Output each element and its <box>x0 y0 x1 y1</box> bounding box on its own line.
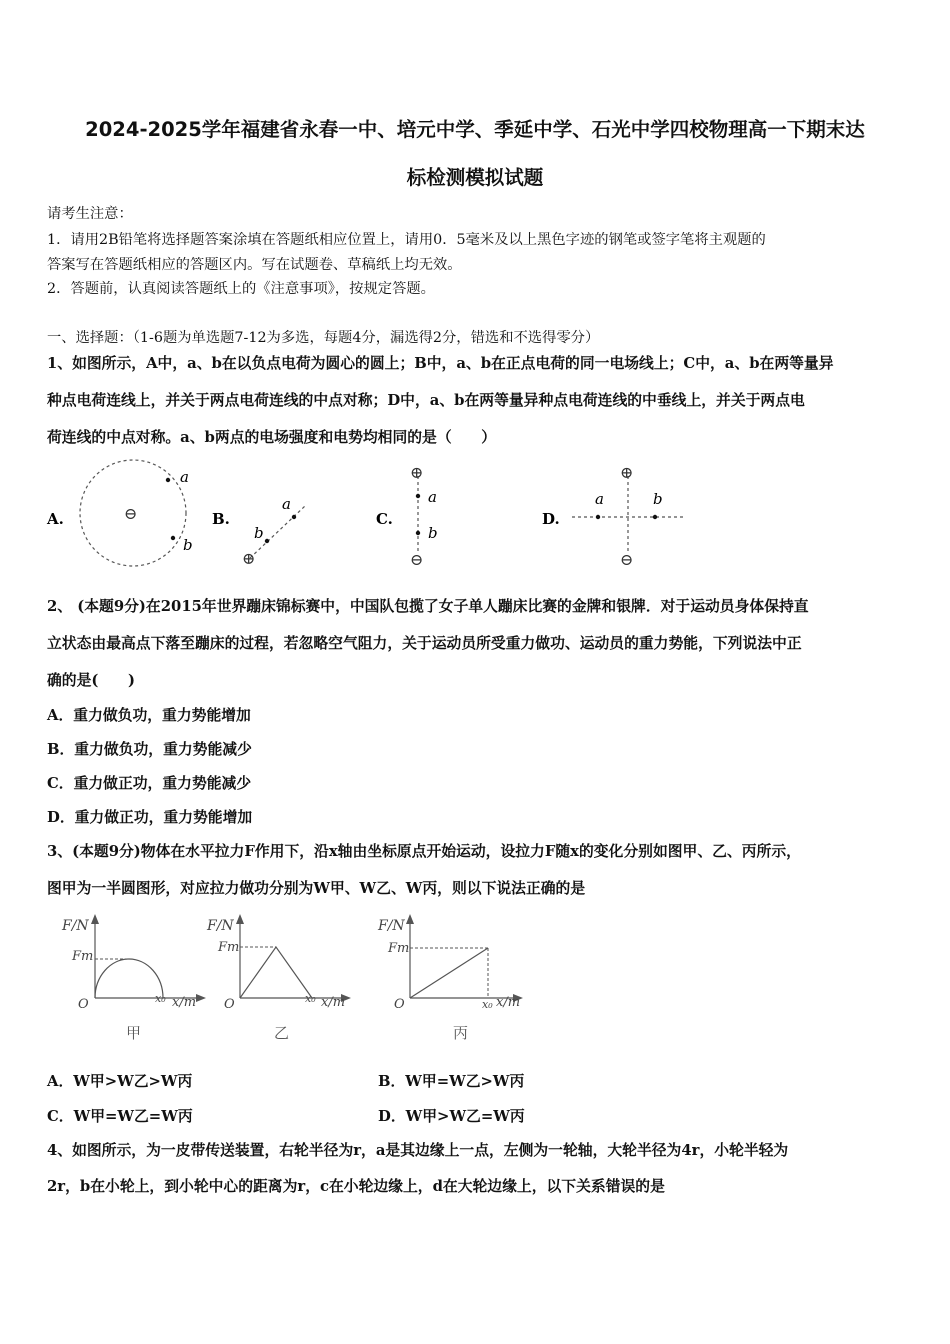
q3-stem-line-2: 图甲为一半圆图形，对应拉力做功分别为W甲、W乙、W丙，则以下说法正确的是 <box>47 880 586 897</box>
q4-stem-line-2: 2r，b在小轮上，到小轮中心的距离为r，c在小轮边缘上，d在大轮边缘上，以下关系错误的是 <box>47 1178 665 1195</box>
q1-a-label-a: a <box>180 468 189 486</box>
q1-stem-line-1: 1、如图所示，A中，a、b在以负点电荷为圆心的圆上；B中，a、b在正点电荷的同一电场线上；C中，a、b在两等量异 <box>47 355 834 372</box>
q3-g1-origin: O <box>78 997 89 1012</box>
q3-g3-x0: x₀ <box>482 998 493 1011</box>
q1-d-negative-charge: ⊖ <box>620 550 634 569</box>
q1-label-b: B. <box>212 510 230 528</box>
q1-b-point-a <box>292 515 296 519</box>
q3-option-c[interactable]: C．W甲=W乙=W丙 <box>47 1108 193 1125</box>
q3-g2-xlabel: x/m <box>321 995 346 1010</box>
q1-b-label-b: b <box>254 524 264 542</box>
q1-c-point-b <box>416 531 420 535</box>
exam-title-line-1: 2024-2025学年福建省永春一中、培元中学、季延中学、石光中学四校物理高一下期末达 <box>85 118 865 141</box>
notice-heading: 请考生注意： <box>47 206 133 222</box>
q3-g3-fm: Fm <box>388 941 410 956</box>
q1-c-positive-charge: ⊕ <box>410 463 424 482</box>
q3-g3-y-arrow <box>406 914 414 924</box>
q3-g1-caption: 甲 <box>126 1024 142 1042</box>
q4-stem-line-1: 4、如图所示，为一皮带传送装置，右轮半径为r，a是其边缘上一点，左侧为一轮轴，大轮半径为4r，小轮半轻为 <box>47 1142 789 1159</box>
q1-a-negative-charge: ⊖ <box>124 504 138 523</box>
q3-option-b[interactable]: B．W甲=W乙>W丙 <box>378 1073 525 1090</box>
q1-d-point-a <box>596 515 600 519</box>
q3-option-a[interactable]: A．W甲>W乙>W丙 <box>47 1073 193 1090</box>
q1-c-point-a <box>416 494 420 498</box>
q2-stem-line-2: 立状态由最高点下落至蹦床的过程，若忽略空气阻力，关于运动员所受重力做功、运动员的重力势能，下列说法中正 <box>47 635 802 652</box>
q3-g2-ylabel: F/N <box>207 918 234 934</box>
q1-label-d: D. <box>542 510 560 528</box>
q1-d-label-b: b <box>653 490 663 508</box>
q3-g1-xlabel: x/m <box>172 995 197 1010</box>
q3-option-d[interactable]: D．W甲>W乙=W丙 <box>378 1108 525 1125</box>
q2-option-b[interactable]: B．重力做负功，重力势能减少 <box>47 741 252 758</box>
exam-title-line-2: 标检测模拟试题 <box>406 166 544 189</box>
q3-g2-triangle <box>240 947 312 998</box>
q2-option-c[interactable]: C．重力做正功，重力势能减少 <box>47 775 252 792</box>
q1-stem-line-3: 荷连线的中点对称。a、b两点的电场强度和电势均相同的是（ ） <box>47 429 497 446</box>
q1-label-c: C. <box>376 510 393 528</box>
q3-g3-ylabel: F/N <box>378 918 405 934</box>
q3-g1-semicircle <box>95 959 163 998</box>
q3-g3-xlabel: x/m <box>496 995 521 1010</box>
q3-g2-y-arrow <box>236 914 244 924</box>
q1-a-point-a <box>166 478 170 482</box>
q2-stem-line-3: 确的是( ) <box>47 672 135 689</box>
q2-option-a[interactable]: A．重力做负功，重力势能增加 <box>47 707 251 724</box>
q2-option-d[interactable]: D．重力做正功，重力势能增加 <box>47 809 253 826</box>
q3-g3-caption: 丙 <box>453 1024 469 1042</box>
q1-a-label-b: b <box>183 536 193 554</box>
q3-g1-x0: x₀ <box>155 992 166 1005</box>
q1-stem-line-2: 种点电荷连线上，并关于两点电荷连线的中点对称；D中，a、b在两等量异种点电荷连线的中垂线上，并关于两点电 <box>47 392 805 409</box>
notice-item-1-line-1: 1．请用2B铅笔将选择题答案涂填在答题纸相应位置上，请用0．5毫米及以上黑色字迹的钢笔或签字笔将主观题的 <box>47 232 766 248</box>
q3-g2-fm: Fm <box>218 940 240 955</box>
q3-stem-line-1: 3、(本题9分)物体在水平拉力F作用下，沿x轴由坐标原点开始运动，设拉力F随x的变化分别如图甲、乙、丙所示， <box>47 843 801 860</box>
notice-item-1-line-2: 答案写在答题纸相应的答题区内。写在试题卷、草稿纸上均无效。 <box>47 257 462 273</box>
q3-graphs <box>0 910 950 1050</box>
q1-label-a: A. <box>47 510 64 528</box>
q3-g2-caption: 乙 <box>274 1024 290 1042</box>
q3-g1-fm: Fm <box>72 949 94 964</box>
q2-stem-line-1: 2、 (本题9分)在2015年世界蹦床锦标赛中，中国队包揽了女子单人蹦床比赛的金牌和银牌．对于运动员身体保持直 <box>47 598 809 615</box>
q1-b-label-a: a <box>282 495 291 513</box>
q3-g1-y-arrow <box>91 914 99 924</box>
q3-g3-origin: O <box>394 997 405 1012</box>
q1-b-positive-charge: ⊕ <box>242 549 256 568</box>
q1-a-point-b <box>171 536 175 540</box>
q3-g2-x0: x₀ <box>305 992 316 1005</box>
q1-d-label-a: a <box>595 490 604 508</box>
section-heading: 一、选择题：（1-6题为单选题7-12为多选，每题4分，漏选得2分，错选和不选得零分） <box>47 330 600 346</box>
q1-d-positive-charge: ⊕ <box>620 463 634 482</box>
notice-item-2: 2．答题前，认真阅读答题纸上的《注意事项》，按规定答题。 <box>47 281 435 297</box>
q1-d-point-b <box>653 515 657 519</box>
q3-g2-origin: O <box>224 997 235 1012</box>
q1-figures <box>0 458 950 578</box>
q3-g1-x-arrow <box>196 994 206 1002</box>
q1-c-negative-charge: ⊖ <box>410 550 424 569</box>
q1-c-label-a: a <box>428 488 437 506</box>
q3-g3-ramp <box>410 948 488 998</box>
q1-b-point-b <box>265 539 269 543</box>
q3-g1-ylabel: F/N <box>62 918 89 934</box>
q1-c-label-b: b <box>428 524 438 542</box>
